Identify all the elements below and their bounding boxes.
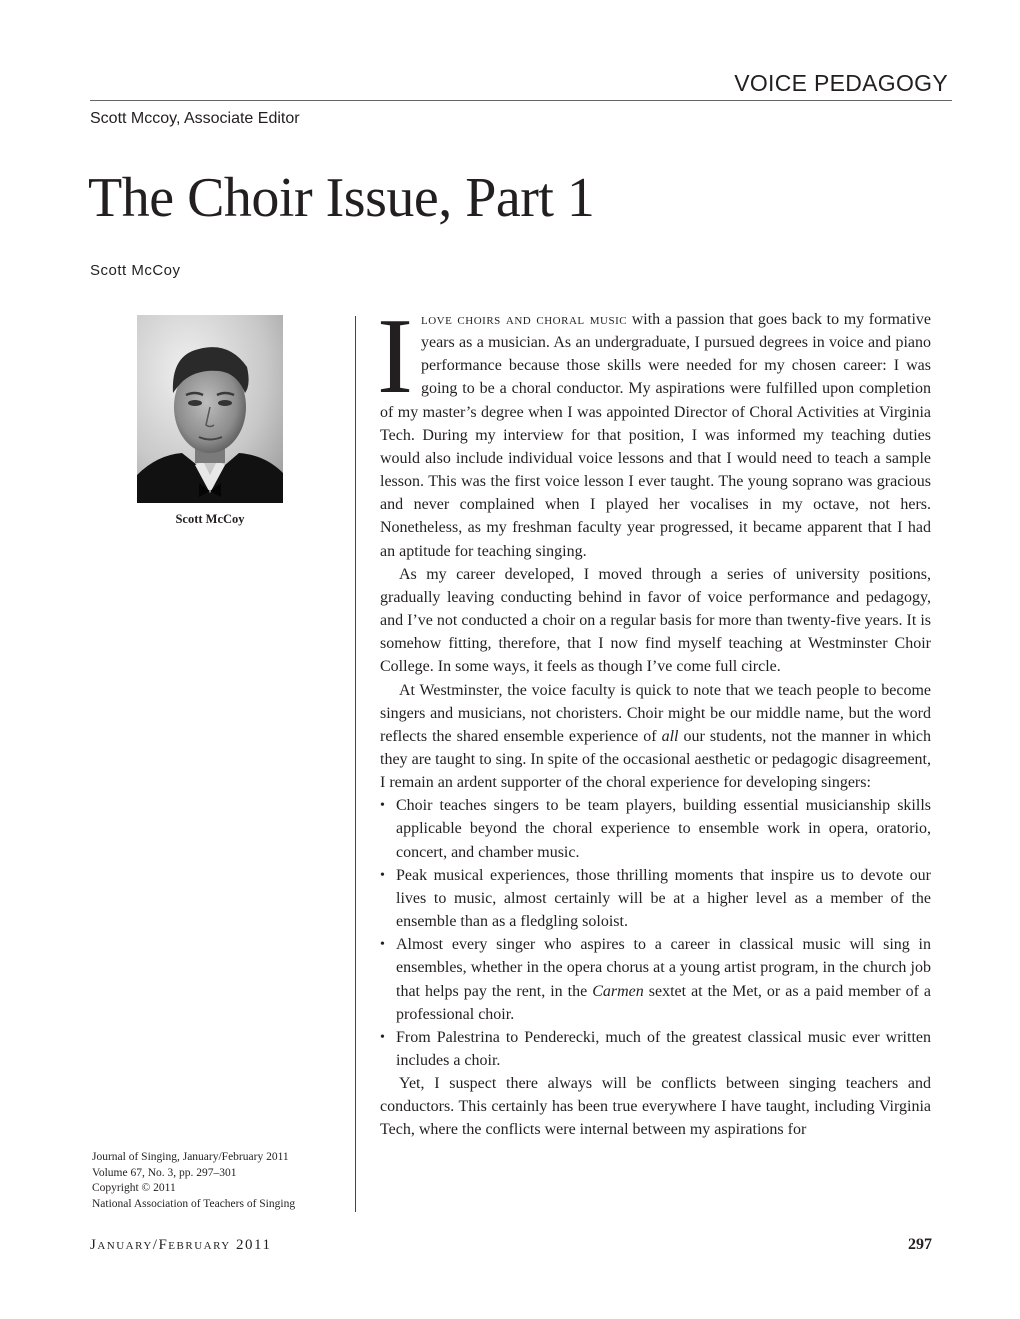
list-item: • From Palestrina to Penderecki, much of the greatest classical music ever written includes a choir.	[380, 1026, 931, 1072]
paragraph-text: At Westminster, the voice faculty is quick to note that we teach people to become singers and musicians, not choristers. Choir might be our middle name, but the word reflects the shared ensemble experience of	[380, 681, 931, 745]
journal-citation-line: Copyright © 2011	[92, 1182, 176, 1194]
paragraph-text: with a passion that goes back to my formative years as a musician. As an undergraduate, I pursued degrees in voice and piano performance because those skills were needed for my chosen career: I was going to be a choral conductor. My aspirations were fulfilled upon completion of my master’s degree when I was appointed Director of Choral Activities at Virginia Tech. During my interview for that position, I was informed my teaching duties would also include individual voice lessons and that I would need to teach a sample lesson. This was the first voice lesson I ever taught. The young soprano was gracious and never complained when I played her vocalises in my octave, not hers. Nonetheless, as my freshman faculty year progressed, it became apparent that I had an aptitude for teaching singing.	[380, 311, 931, 560]
list-item-text: sextet at the Met, or as a paid member of a professional choir.	[396, 982, 932, 1023]
journal-citation	[92, 1150, 295, 1212]
list-item: • Peak musical experiences, those thrilling moments that inspire us to devote our lives to music, almost certainly will be at a higher level as a member of the ensemble than as a fledgling soloist.	[380, 864, 931, 933]
list-item-text: Almost every singer who aspires to a career in classical music will sing in ensembles, whether in the opera chorus at a young artist program, in the church job that helps pay the rent, in the	[396, 936, 931, 1000]
journal-citation-line: National Association of Teachers of Singing	[92, 1197, 296, 1210]
associate-editor-line: Scott Mccoy, Associate Editor	[90, 110, 300, 127]
photo-caption: Scott McCoy	[175, 512, 245, 526]
page-number: 297	[908, 1236, 932, 1253]
emphasis: Carmen	[592, 982, 644, 1000]
bullet-list	[380, 794, 931, 1072]
footer-issue: January/February 2011	[90, 1237, 272, 1253]
article-body	[377, 297, 932, 1142]
emphasis: all	[661, 727, 679, 745]
drop-cap: I	[377, 297, 413, 416]
journal-citation-line: Volume 67, No. 3, pp. 297–301	[92, 1166, 237, 1179]
paragraph	[380, 679, 931, 795]
article-author: Scott McCoy	[90, 262, 181, 279]
author-photo	[137, 315, 283, 503]
paragraph: As my career developed, I moved through a series of university positions, gradually leaving conducting behind in favor of voice performance and pedagogy, and I’ve not conducted a choir on a regular basis for more than twenty-five years. It is somehow fitting, therefore, that I now find myself teaching at Westminster Choir College. In some ways, it feels as though I’ve come full circle.	[380, 565, 931, 676]
paragraph: Yet, I suspect there always will be conflicts between singing teachers and conductors. This certainly has been true everywhere I have taught, including Virginia Tech, where the conflicts were internal between my aspirations for	[380, 1075, 931, 1139]
list-item	[380, 933, 931, 1026]
opening-small-caps: love choirs and choral music	[420, 311, 628, 328]
article-title: The Choir Issue, Part 1	[88, 167, 595, 229]
journal-citation-line: Journal of Singing, January/February 2011	[92, 1151, 289, 1163]
author-portrait-image	[137, 315, 283, 503]
section-heading: VOICE PEDAGOGY	[734, 70, 948, 96]
column-rule	[355, 316, 356, 1212]
paragraph	[377, 297, 931, 563]
list-item: • Choir teaches singers to be team players, building essential musicianship skills applicable beyond the choral experience to ensemble work in opera, oratorio, concert, and chamber music.	[380, 794, 931, 863]
paragraph-text: our students, not the manner in which they are taught to sing. In spite of the occasional aesthetic or pedagogic disagreement, I remain an ardent supporter of the choral experience for developing singers:	[380, 727, 931, 792]
header-rule	[90, 100, 952, 101]
